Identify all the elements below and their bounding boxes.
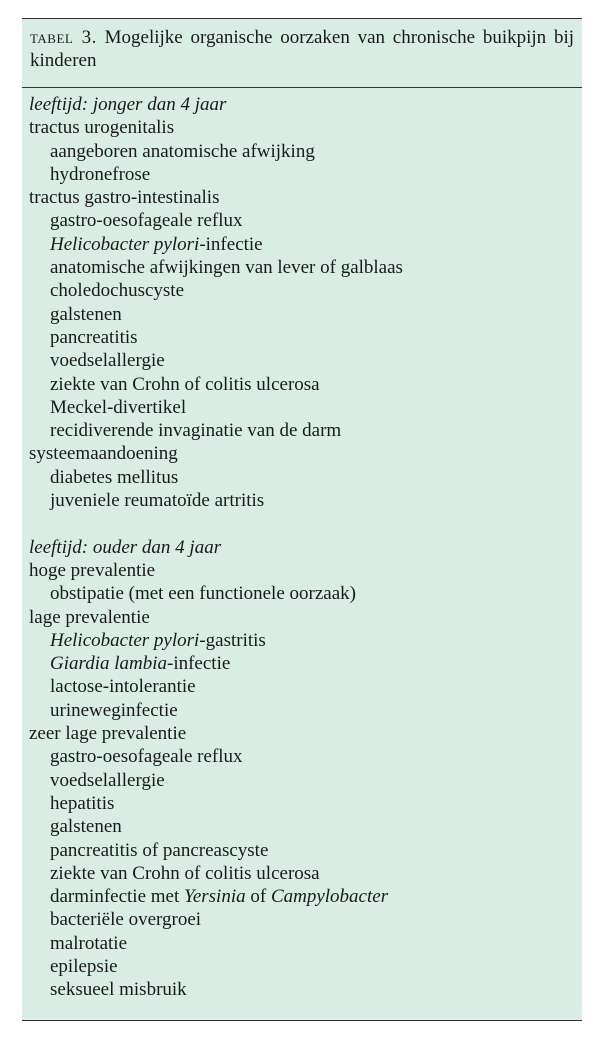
row-text: voedselallergie (50, 350, 165, 372)
row-spacer (29, 512, 582, 535)
row-text: pancreatitis of pancreascyste (50, 839, 269, 861)
row-text: voedselallergie (50, 769, 165, 791)
category-heading (29, 116, 582, 139)
cause-item (29, 839, 582, 862)
row-text: -gastritis (199, 629, 266, 651)
row-text: ziekte van Crohn of colitis ulcerosa (50, 373, 320, 395)
row-text: -infectie (167, 653, 231, 675)
row-text: anatomische afwijkingen van lever of galblaas (50, 257, 403, 279)
row-text: lage prevalentie (29, 606, 150, 628)
row-text: hoge prevalentie (29, 559, 156, 581)
row-text: galstenen (50, 816, 122, 838)
row-text: leeftijd: ouder dan 4 jaar (29, 536, 222, 558)
table-label: tabel 3. (30, 27, 97, 48)
category-heading (29, 722, 582, 745)
row-text: obstipatie (met een functionele oorzaak) (50, 583, 356, 605)
cause-item (29, 140, 582, 163)
category-heading (29, 606, 582, 629)
cause-item (29, 978, 582, 1001)
row-text: tractus gastro-intestinalis (29, 187, 220, 209)
cause-item (29, 489, 582, 512)
cause-item (29, 303, 582, 326)
cause-item (29, 326, 582, 349)
table-caption (22, 19, 582, 87)
row-text: epilepsie (50, 955, 118, 977)
cause-item (29, 908, 582, 931)
cause-item (29, 209, 582, 232)
category-heading (29, 559, 582, 582)
row-text: bacteriële overgroei (50, 909, 202, 931)
cause-item (29, 815, 582, 838)
row-text: zeer lage prevalentie (29, 723, 187, 745)
row-text: ziekte van Crohn of colitis ulcerosa (50, 862, 320, 884)
cause-item (29, 163, 582, 186)
italic-term: Campylobacter (270, 886, 389, 908)
cause-item (29, 349, 582, 372)
cause-item (29, 769, 582, 792)
row-text: juveniele reumatoïde artritis (50, 490, 265, 512)
age-group-heading (29, 93, 582, 116)
row-text: leeftijd: jonger dan 4 jaar (29, 94, 227, 115)
cause-item (29, 675, 582, 698)
cause-item (29, 792, 582, 815)
cause-item (29, 885, 582, 908)
row-text: malrotatie (50, 932, 128, 954)
cause-item (29, 419, 582, 442)
row-text: -infectie (199, 233, 263, 255)
cause-item (29, 373, 582, 396)
cause-item (29, 955, 582, 978)
row-text: urineweginfectie (50, 699, 178, 721)
cause-item (29, 629, 582, 652)
cause-item (29, 932, 582, 955)
age-group-heading (29, 536, 582, 559)
row-text: hepatitis (50, 792, 115, 814)
cause-item (29, 256, 582, 279)
row-text: systeemaandoening (29, 443, 178, 465)
row-text: recidiverende invaginatie van de darm (50, 420, 342, 442)
table-3 (22, 18, 582, 1021)
cause-item (29, 699, 582, 722)
cause-item (29, 582, 582, 605)
text-segment: darminfectie met (50, 886, 184, 908)
text-segment: of (245, 886, 271, 908)
row-text: hydronefrose (50, 163, 151, 185)
table-body (22, 88, 582, 1002)
row-text: lactose-intolerantie (50, 676, 196, 698)
italic-term: Helicobacter pylori (50, 629, 200, 651)
row-text: choledochuscyste (50, 280, 185, 302)
cause-item (29, 745, 582, 768)
cause-item (29, 233, 582, 256)
row-text: aangeboren anatomische afwijking (50, 140, 315, 162)
italic-term: Helicobacter pylori (50, 233, 200, 255)
table-title: Mogelijke organische oorzaken van chronische buikpijn bij kinderen (30, 27, 575, 71)
row-text: gastro-oesofageale reflux (50, 210, 243, 232)
category-heading (29, 442, 582, 465)
category-heading (29, 186, 582, 209)
cause-item (29, 862, 582, 885)
cause-item (29, 279, 582, 302)
cause-item (29, 396, 582, 419)
row-text: pancreatitis (50, 326, 138, 348)
row-text: gastro-oesofageale reflux (50, 746, 243, 768)
italic-term: Yersinia (184, 886, 246, 908)
cause-item (29, 652, 582, 675)
row-text: diabetes mellitus (50, 466, 179, 488)
row-text: seksueel misbruik (50, 979, 187, 1001)
row-text: Meckel-divertikel (50, 396, 187, 418)
cause-item (29, 466, 582, 489)
row-text: tractus urogenitalis (29, 117, 175, 139)
row-text: galstenen (50, 303, 122, 325)
italic-term: Giardia lambia (50, 653, 167, 675)
